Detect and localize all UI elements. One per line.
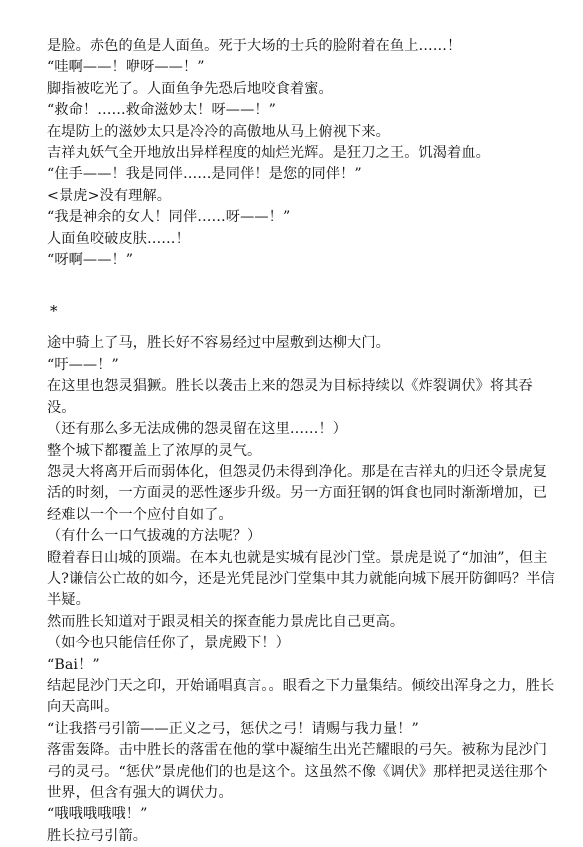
paragraph: 在堤防上的滋妙太只是冷冷的高傲地从马上俯视下来。	[47, 123, 390, 140]
spacer	[47, 321, 559, 333]
paragraph: “哇啊——！咿呀——！”	[47, 59, 205, 76]
section-separator: *	[50, 302, 58, 321]
paragraph: 结起昆沙门天之印，开始诵唱真言。。眼看之下力量集结。倾绞出浑身之力，胜长向天高叫。	[47, 677, 555, 716]
paragraph: “吁——！”	[47, 356, 119, 373]
paragraph: “让我搭弓引箭——正义之弓，惩伏之弓！请赐与我力量！”	[47, 720, 419, 737]
paragraph: （有什么一口气拔魂的方法呢？）	[47, 528, 262, 545]
paragraph: 怨灵大将离开后而弱体化，但怨灵仍未得到净化。那是在吉祥丸的归还令景虎复活的时刻，一方面灵的恶性逐步升级。另一方面狂钢的饵食也同时渐渐增加，已经难以一个一个应付自如了。	[47, 463, 548, 523]
paragraph: “哦哦哦哦哦！”	[47, 806, 148, 823]
paragraph: “住手——！我是同伴……是同伴！是您的同伴！”	[47, 166, 362, 183]
paragraph: （还有那么多无法成佛的怨灵留在这里……！）	[47, 421, 348, 438]
paragraph: 瞪着春日山城的顶端。在本丸也就是实城有昆沙门堂。景虎是说了“加油”，但主人?谦信公亡故的如今，还是光凭昆沙门堂集中其力就能向城下展开防御吗？半信半疑。	[47, 549, 555, 609]
paragraph: <景虎>没有理解。	[47, 187, 171, 204]
paragraph: （如今也只能信任你了，景虎殿下！）	[47, 635, 290, 652]
paragraph: 在这里也怨灵猖獗。胜长以袭击上来的怨灵为目标持续以《炸裂调伏》将其吞没。	[47, 378, 533, 416]
paragraph: 是脸。赤色的鱼是人面鱼。死于大场的士兵的脸附着在鱼上……！	[47, 38, 462, 54]
paragraph: “呀啊——！”	[47, 252, 134, 269]
paragraph: 整个城下都覆盖上了浓厚的灵气。	[47, 442, 262, 459]
paragraph: 吉祥丸妖气全开地放出异样程度的灿烂光辉。是狂刀之王。饥渴着血。	[47, 145, 490, 162]
paragraph: 途中骑上了马，胜长好不容易经过中屋敷到达柳大门。	[47, 335, 390, 352]
paragraph: “救命！……救命滋妙太！呀——！”	[47, 102, 277, 119]
spacer	[47, 271, 559, 301]
document-page	[47, 36, 559, 847]
paragraph: 脚指被吃光了。人面鱼争先恐后地咬食着蜜。	[47, 80, 333, 97]
paragraph: 人面鱼咬破皮肤……！	[47, 230, 190, 247]
paragraph: “我是神余的女人！同伴……呀——！”	[47, 209, 291, 226]
paragraph: “Bai！”	[47, 656, 100, 673]
paragraph: 然而胜长知道对于跟灵相关的探查能力景虎比自己更高。	[47, 613, 405, 630]
section-2	[47, 333, 559, 847]
paragraph: 胜长拉弓引箭。	[47, 827, 148, 844]
paragraph: 落雷轰降。击中胜长的落雷在他的掌中凝缩生出光芒耀眼的弓矢。被称为昆沙门弓的灵弓。“惩伏”景虎他们的也是这个。这虽然不像《调伏》那样把灵送往那个世界，但含有强大的调伏力。	[47, 742, 548, 801]
section-1	[47, 36, 559, 271]
